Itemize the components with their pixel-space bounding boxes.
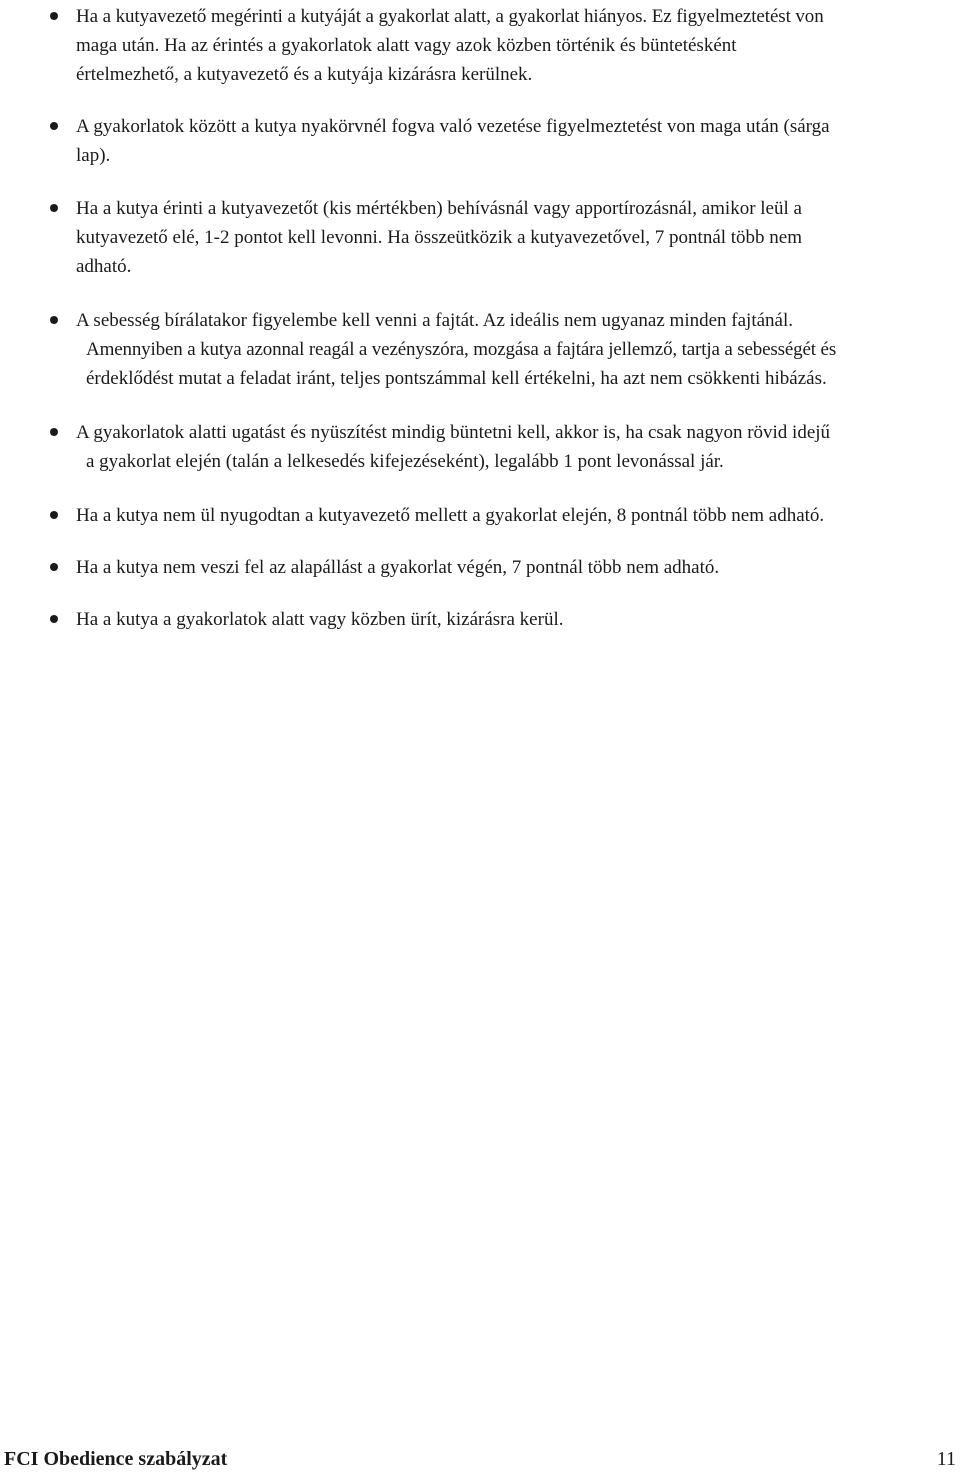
bullet-icon	[50, 316, 58, 324]
footer-title: FCI Obedience szabályzat	[4, 1448, 228, 1470]
list-item	[76, 194, 802, 281]
list-item-line: a gyakorlat elején (talán a lelkesedés kifejezéseként), legalább 1 pont levonással jár.	[86, 451, 724, 472]
page-number: 11	[936, 1448, 956, 1470]
bullet-icon	[50, 428, 58, 436]
list-item-line: A gyakorlatok között a kutya nyakörvnél fogva való vezetése figyelmeztetést von maga után (sárga	[76, 116, 830, 137]
list-item-line: adható.	[76, 256, 132, 277]
list-item-line: érdeklődést mutat a feladat iránt, teljes pontszámmal kell értékelni, ha azt nem csökkenti hibázás.	[86, 368, 827, 389]
list-item-line: Ha a kutyavezető megérinti a kutyáját a gyakorlat alatt, a gyakorlat hiányos. Ez figyelmeztetést von	[76, 6, 824, 27]
list-item-line: kutyavezető elé, 1-2 pontot kell levonni. Ha összeütközik a kutyavezetővel, 7 pontnál több nem	[76, 227, 803, 248]
bullet-icon	[50, 12, 58, 20]
list-item	[76, 418, 830, 476]
list-item-line: A gyakorlatok alatti ugatást és nyüszítést mindig büntetni kell, akkor is, ha csak nagyon rövid idejű	[76, 422, 831, 443]
list-item-line: értelmezhető, a kutyavezető és a kutyája kizárásra kerülnek.	[76, 64, 533, 85]
bullet-icon	[50, 204, 58, 212]
list-item-line: A sebesség bírálatakor figyelembe kell venni a fajtát. Az ideális nem ugyanaz minden fajtánál.	[76, 310, 793, 331]
list-item-line: Ha a kutya nem ül nyugodtan a kutyavezető mellett a gyakorlat elején, 8 pontnál több nem adható.	[76, 505, 825, 526]
list-item	[76, 2, 824, 89]
list-item-line: maga után. Ha az érintés a gyakorlatok alatt vagy azok közben történik és büntetésként	[76, 35, 737, 56]
list-item	[76, 501, 824, 530]
list-item	[76, 605, 563, 634]
list-item-line: Ha a kutya a gyakorlatok alatt vagy közben ürít, kizárásra kerül.	[76, 609, 564, 630]
list-item-line: lap).	[76, 145, 111, 166]
list-item-line: Ha a kutya nem veszi fel az alapállást a gyakorlat végén, 7 pontnál több nem adható.	[76, 557, 720, 578]
bullet-icon	[50, 122, 58, 130]
list-item	[76, 112, 830, 170]
list-item	[76, 306, 836, 393]
bullet-icon	[50, 615, 58, 623]
list-item	[76, 553, 719, 582]
bullet-icon	[50, 563, 58, 571]
list-item-line: Ha a kutya érinti a kutyavezetőt (kis mértékben) behívásnál vagy apportírozásnál, amikor leül a	[76, 198, 802, 219]
bullet-icon	[50, 511, 58, 519]
list-item-line: Amennyiben a kutya azonnal reagál a vezényszóra, mozgása a fajtára jellemző, tartja a sebességét és	[86, 339, 837, 360]
